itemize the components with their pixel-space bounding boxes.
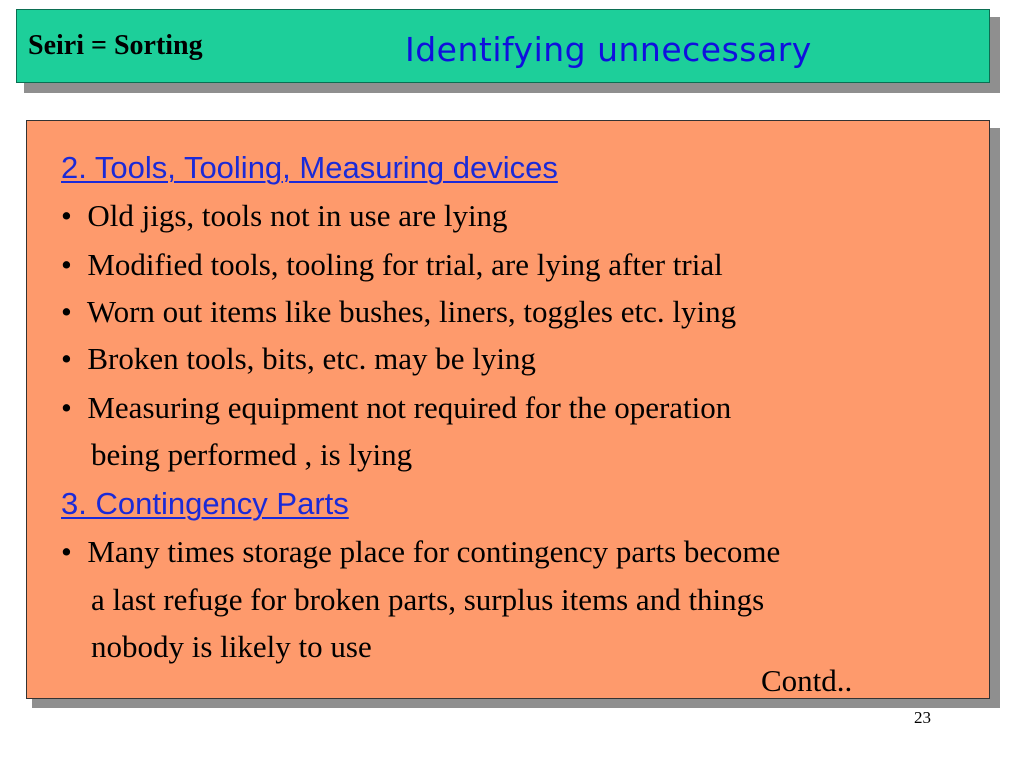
section-heading-contingency: 3. Contingency Parts — [61, 486, 349, 521]
bullet-text: Broken tools, bits, etc. may be lying — [87, 341, 536, 376]
bullet-icon: • — [61, 247, 80, 282]
bullet-continuation: a last refuge for broken parts, surplus items and things — [91, 582, 765, 617]
bullet-icon: • — [61, 534, 80, 569]
contd-label: Contd.. — [761, 663, 853, 698]
bullet-icon: • — [61, 198, 80, 233]
bullet-text: Measuring equipment not required for the operation — [87, 390, 732, 425]
header-left-title: Seiri = Sorting — [28, 30, 203, 61]
bullet-text: Old jigs, tools not in use are lying — [87, 198, 508, 233]
bullet-text: Worn out items like bushes, liners, toggles etc. lying — [86, 294, 737, 329]
page-number: 23 — [914, 708, 931, 727]
bullet-item — [61, 390, 731, 426]
bullet-item — [61, 294, 736, 330]
bullet-icon: • — [61, 341, 80, 376]
bullet-continuation: being performed , is lying — [91, 437, 413, 472]
section-heading-tools: 2. Tools, Tooling, Measuring devices — [61, 150, 558, 185]
bullet-icon: • — [61, 294, 80, 329]
header-right-title: Identifying unnecessary — [405, 30, 812, 69]
bullet-item — [61, 534, 780, 570]
bullet-icon: • — [61, 390, 80, 425]
bullet-item — [61, 341, 536, 377]
bullet-text: Many times storage place for contingency parts become — [87, 534, 781, 569]
bullet-item — [61, 247, 723, 283]
bullet-text: Modified tools, tooling for trial, are lying after trial — [87, 247, 723, 282]
header-banner — [16, 9, 990, 83]
bullet-continuation: nobody is likely to use — [91, 629, 372, 664]
bullet-item — [61, 198, 508, 234]
